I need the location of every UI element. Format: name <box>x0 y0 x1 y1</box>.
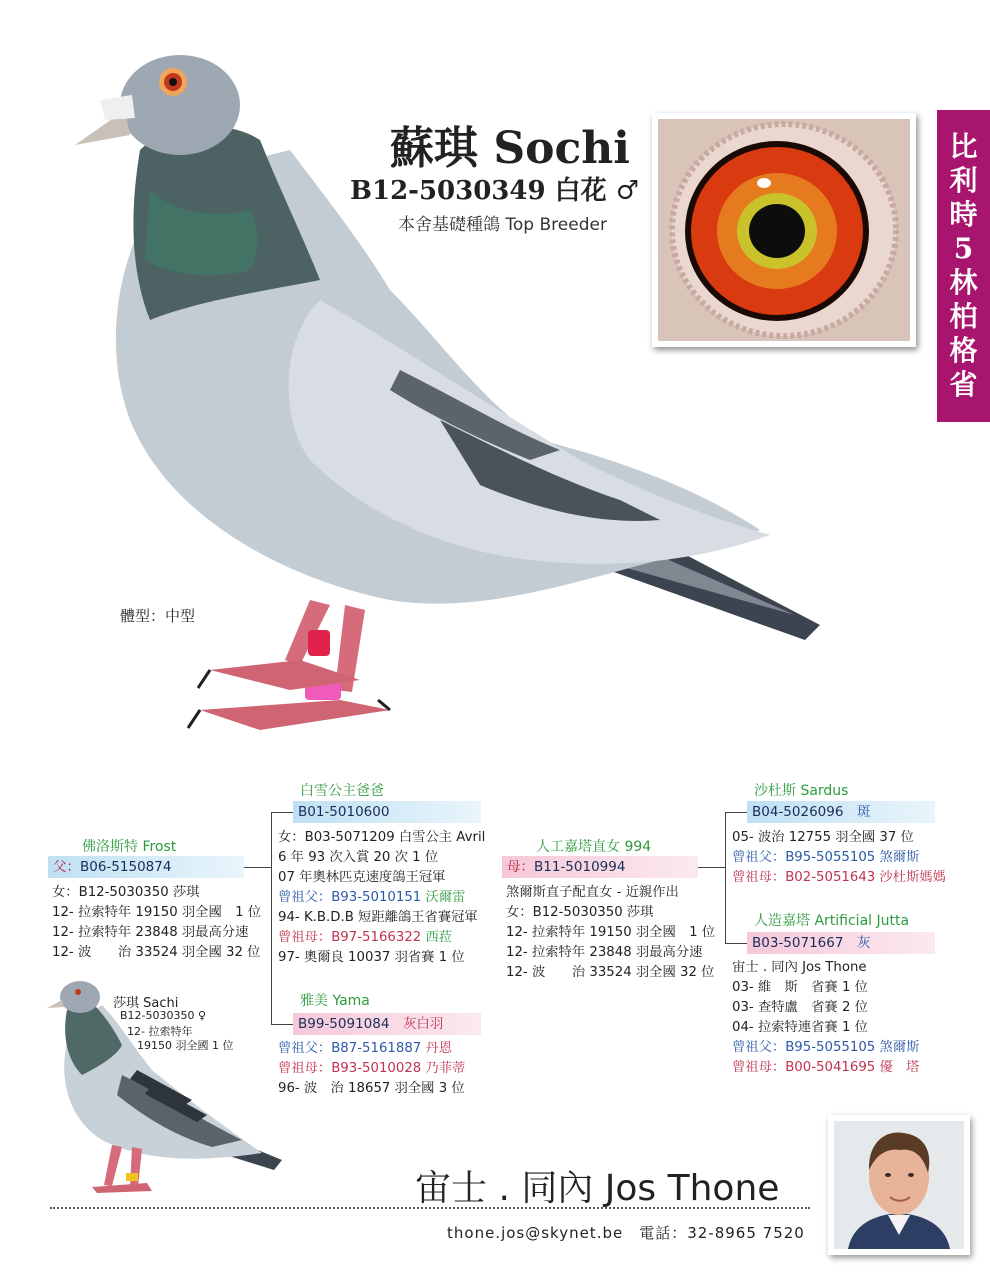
sire-dam-gd-line <box>278 1059 465 1079</box>
sire-dam-line: 96- 波 治 18657 羽全國 3 位 <box>278 1081 465 1096</box>
sister-line: 19150 羽全國 1 位 <box>137 1039 234 1052</box>
sire-sire-gd-line <box>278 928 485 948</box>
pigeon-ring-number: B12-5030349 白花 ♂ <box>350 176 639 206</box>
side-band-char: 比 <box>949 130 978 163</box>
gs-name: 丹恩 <box>425 1041 453 1056</box>
dam-dam-details <box>732 958 919 1078</box>
gs-label: 曾祖父： <box>278 890 332 905</box>
dam-dam-line: 03- 維 斯 省賽 1 位 <box>732 980 868 995</box>
sire-ring-box <box>48 856 244 878</box>
side-band-char: 林 <box>949 266 978 299</box>
sire-detail-line: 女：B12-5030350 莎琪 <box>52 885 200 900</box>
sire-details <box>52 883 261 963</box>
gs-label: 曾祖父： <box>278 1041 332 1056</box>
gd-label: 曾祖母： <box>278 930 332 945</box>
dam-dam-ring-box <box>747 932 935 954</box>
dam-dam-color: 灰 <box>856 935 871 951</box>
dam-sire-line: 05- 波治 12755 羽全國 37 位 <box>732 830 914 845</box>
side-band-char: 柏 <box>949 300 978 333</box>
sister-name: 莎琪 Sachi <box>113 996 179 1011</box>
dam-dam-gd-line <box>732 1058 919 1078</box>
sire-sire-line: 07 年奧林匹克速度鴿王冠軍 <box>278 870 446 885</box>
sire-detail-line: 12- 波 治 33524 羽全國 32 位 <box>52 945 261 960</box>
dam-detail-line: 12- 拉索特年 19150 羽全國 1 位 <box>506 925 716 940</box>
dam-sire-color: 斑 <box>856 804 871 820</box>
gs-ring: B95-5055105 <box>785 850 876 865</box>
sire-sire-line: 女：B03-5071209 白雪公主 Avril <box>278 830 486 845</box>
dam-sire-details <box>732 828 946 888</box>
dam-ring-prefix: 母： <box>507 859 534 875</box>
side-band-char: 5 <box>953 232 974 265</box>
gd-ring: B97-5166322 <box>331 930 422 945</box>
gs-label: 曾祖父： <box>732 850 786 865</box>
gs-name: 煞爾斯 <box>879 1040 920 1055</box>
owner-photo <box>828 1115 970 1255</box>
sire-sire-ring-box <box>293 801 481 823</box>
owner-contact: thone.jos@skynet.be 電話：32-8965 7520 <box>447 1224 805 1242</box>
gd-name: 乃菲蒂 <box>425 1061 466 1076</box>
gs-label: 曾祖父： <box>732 1040 786 1055</box>
gs-ring: B93-5010151 <box>331 890 422 905</box>
dam-detail-line: 煞爾斯直子配直女 - 近親作出 <box>506 885 679 900</box>
region-side-band <box>937 110 990 422</box>
dam-details <box>506 883 715 983</box>
sire-sire-details <box>278 828 485 968</box>
dam-sire-ring-box <box>747 801 935 823</box>
pedigree-connector <box>244 867 272 868</box>
gs-name: 沃爾雷 <box>425 890 466 905</box>
sire-dam-ring: B99-5091084 <box>298 1016 390 1032</box>
side-band-char: 格 <box>949 334 978 367</box>
pedigree-connector <box>725 943 747 944</box>
pedigree-connector <box>271 812 293 813</box>
dam-dam-line: 04- 拉索特連省賽 1 位 <box>732 1020 868 1035</box>
dam-ring: B11-5010994 <box>534 859 626 875</box>
dam-sire-gd-line <box>732 868 946 888</box>
sire-sire-line: 94- K.B.D.B 短距離鴿王省賽冠軍 <box>278 910 478 925</box>
sire-dam-name: 雅美 Yama <box>300 993 370 1009</box>
gd-name: 沙杜斯媽媽 <box>879 870 946 885</box>
sire-dam-gs-line <box>278 1039 465 1059</box>
footer-divider <box>50 1207 810 1209</box>
sire-sire-name: 白雪公主爸爸 <box>300 783 384 799</box>
sire-detail-line: 12- 拉索特年 19150 羽全國 1 位 <box>52 905 262 920</box>
dam-dam-gs-line <box>732 1038 919 1058</box>
owner-name: 宙士 . 同內 Jos Thone <box>415 1168 780 1209</box>
dam-sire-name: 沙杜斯 Sardus <box>754 783 849 799</box>
sire-sire-ring: B01-5010600 <box>298 804 390 820</box>
gd-name: 優 塔 <box>879 1060 920 1075</box>
sire-sire-line: 6 年 93 次入賞 20 次 1 位 <box>278 850 439 865</box>
pedigree-connector <box>698 867 726 868</box>
gd-label: 曾祖母： <box>278 1061 332 1076</box>
dam-dam-name: 人造嘉塔 Artificial Jutta <box>754 913 910 929</box>
sister-ring: B12-5030350 ♀ <box>120 1009 207 1022</box>
gd-ring: B02-5051643 <box>785 870 876 885</box>
gs-ring: B95-5055105 <box>785 1040 876 1055</box>
gs-name: 煞爾斯 <box>879 850 920 865</box>
side-band-char: 省 <box>949 368 978 401</box>
gd-ring: B93-5010028 <box>331 1061 422 1076</box>
pedigree-connector <box>725 812 726 944</box>
eye-photo-frame <box>652 113 916 347</box>
dam-sire-gs-line <box>732 848 946 868</box>
sire-ring-prefix: 父： <box>53 859 80 875</box>
pigeon-subtitle: 本舍基礎種鴿 Top Breeder <box>398 215 607 235</box>
sire-ring: B06-5150874 <box>80 859 172 875</box>
gd-label: 曾祖母： <box>732 1060 786 1075</box>
gs-ring: B87-5161887 <box>331 1041 422 1056</box>
dam-dam-ring: B03-5071667 <box>752 935 844 951</box>
sister-line: 12- 拉索特年 <box>127 1025 193 1038</box>
sire-sire-line: 97- 奧爾良 10037 羽省賽 1 位 <box>278 950 465 965</box>
sire-name: 佛洛斯特 Frost <box>82 839 177 855</box>
dam-sire-ring: B04-5026096 <box>752 804 844 820</box>
body-type-label: 體型：中型 <box>120 607 196 625</box>
dam-dam-line: 03- 查特盧 省賽 2 位 <box>732 1000 868 1015</box>
side-band-char: 利 <box>949 164 978 197</box>
sire-detail-line: 12- 拉索特年 23848 羽最高分速 <box>52 925 249 940</box>
pigeon-title: 蘇琪 Sochi <box>390 123 630 174</box>
owner-photo-frame <box>828 1115 970 1255</box>
gd-ring: B00-5041695 <box>785 1060 876 1075</box>
dam-detail-line: 12- 拉索特年 23848 羽最高分速 <box>506 945 703 960</box>
side-band-char: 時 <box>949 198 978 231</box>
dam-dam-line: 宙士 . 同內 Jos Thone <box>732 960 867 975</box>
sire-sire-gs-line <box>278 888 485 908</box>
pigeon-eye-image <box>652 113 916 347</box>
sire-dam-color: 灰白羽 <box>402 1016 444 1032</box>
gd-label: 曾祖母： <box>732 870 786 885</box>
dam-detail-line: 女：B12-5030350 莎琪 <box>506 905 654 920</box>
sire-dam-details <box>278 1039 465 1099</box>
dam-name: 人工嘉塔直女 994 <box>536 839 652 855</box>
pedigree-connector <box>725 812 747 813</box>
sire-dam-ring-box <box>293 1013 481 1035</box>
dam-ring-box <box>502 856 698 878</box>
gd-name: 西菈 <box>425 930 453 945</box>
dam-detail-line: 12- 波 治 33524 羽全國 32 位 <box>506 965 715 980</box>
